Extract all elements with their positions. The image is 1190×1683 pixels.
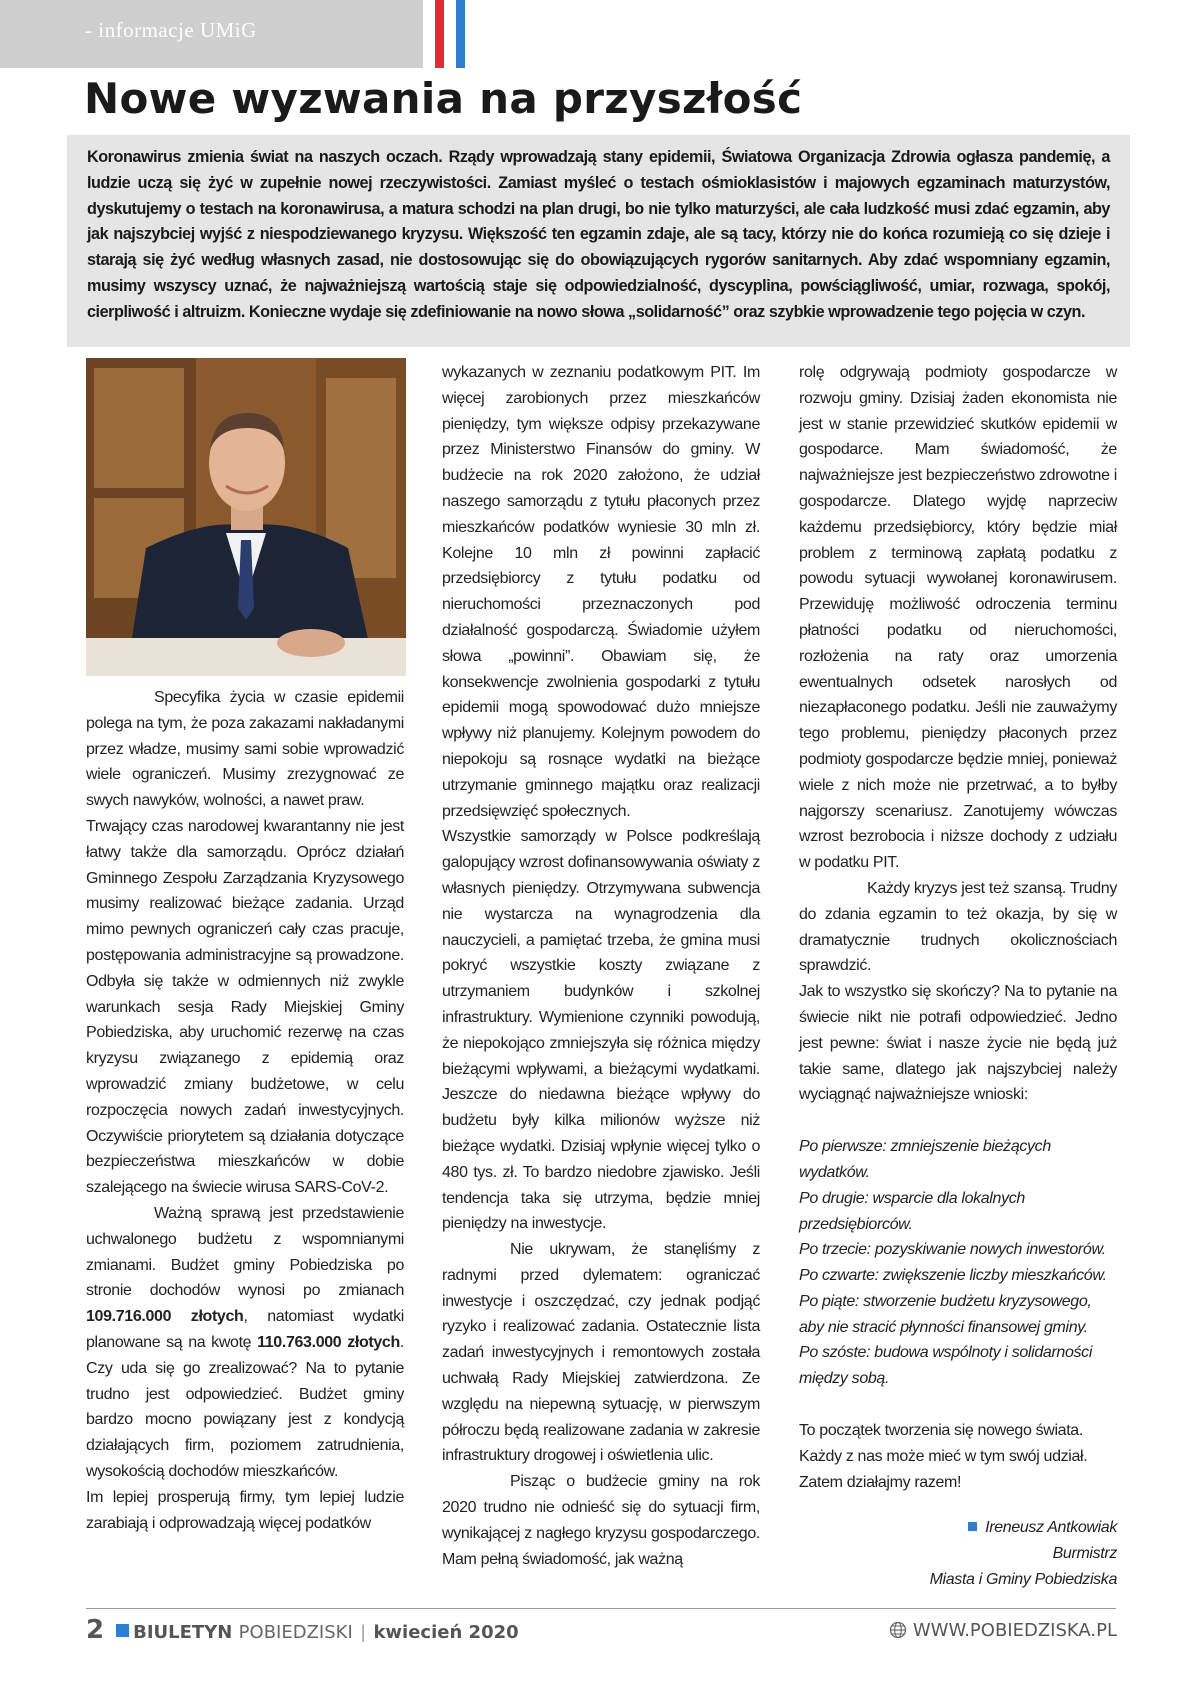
globe-icon	[889, 1621, 907, 1639]
budget-income: 109.716.000 złotych	[86, 1308, 244, 1326]
column-3	[799, 360, 1117, 1593]
footer-brand	[86, 1615, 519, 1645]
closing-line: To początek tworzenia się nowego świata.	[799, 1422, 1083, 1440]
website-url[interactable]: WWW.POBIEDZISKA.PL	[912, 1620, 1117, 1641]
brand-light: POBIEDZISKI	[238, 1622, 353, 1643]
conclusion-item: Po szóste: budowa wspólnoty i solidarności między sobą.	[799, 1344, 1093, 1388]
paragraph: Każdy kryzys jest też szansą. Trudny do zdania egzamin to też okazja, by się w dramatycznie trudnych okolicznościach sprawdzić.	[799, 879, 1117, 975]
paragraph-budget: Ważną sprawą jest przedstawienie uchwalonego budżetu z wspomnianymi zmianami. Budżet gminy Pobiedziska po stronie dochodów wynosi po zmianach 109.716.000 złotych, natomiast wydatki planowane są na kwotę 110.763.000 złotych. Czy uda się go zrealizować? Na to pytanie trudno jest odpowiedzieć. Budżet gminy bardzo mocno powiązany jest z kondycją działających firm, poziomem zatrudnienia, wysokością dochodów mieszkańców.	[86, 1204, 405, 1480]
conclusions-list	[799, 1134, 1117, 1392]
square-icon	[968, 1522, 977, 1531]
conclusion-item: Po drugie: wsparcie dla lokalnych przedsiębiorców.	[799, 1189, 1025, 1233]
issue-date: kwiecień 2020	[373, 1622, 519, 1643]
paragraph: Pisząc o budżecie gminy na rok 2020 trudno nie odnieść się do sytuacji firm, wynikającej z nagłego kryzysu gospodarczego. Mam pełną świadomość, jak ważną	[442, 1473, 760, 1568]
paragraph: wykazanych w zeznaniu podatkowym PIT. Im więcej zarobionych przez mieszkańców pieniędzy, tym większe odpisy przekazywane przez Ministerstwo Finansów do gminy. W budżecie na rok 2020 założono, że udział naszego samorządu z tytułu płaconych przez mieszkańców podatków wyniesie 30 mln zł. Kolejne 10 mln zł powinni zapłacić przedsiębiorcy z tytułu podatku od nieruchomości przeznaczonych pod działalność gospodarczą. Świadomie użyłem słowa „powinni”. Obawiam się, że konsekwencje zwolnienia gospodarki z tytułu epidemii mogą spowodować dużo mniejsze wpływy niż planujemy. Kolejnym powodem do niepokoju są rosnące wydatki na bieżące utrzymanie gminnego majątku oraz realizacji przedsięwzięć społecznych.	[442, 364, 760, 820]
footer-separator: |	[360, 1622, 366, 1642]
paragraph: Trwający czas narodowej kwarantanny nie jest łatwy także dla samorządu. Oprócz działań Gminnego Zespołu Zarządzania Kryzysowego musimy realizować bieżące zadania. Urząd mimo pewnych ograniczeń cały czas pracuje, postępowania administracyjne są prowadzone. Odbyła się także w odmiennych niż zwykle warunkach sesja Rady Miejskiej Gminy Pobiedziska, aby uruchomić rezerwę na czas kryzysu związanego z epidemią oraz wprowadzić zmiany budżetowe, w celu rozpoczęcia nowych zadań inwestycyjnych. Oczywiście priorytetem są działania dotyczące bezpieczeństwa mieszkańców w dobie szalejącego na świecie wirusa SARS-CoV-2.	[86, 817, 404, 1197]
section-header-bar	[0, 0, 423, 68]
red-stripe	[435, 0, 444, 68]
signature-role: Burmistrz	[1052, 1545, 1117, 1563]
paragraph: rolę odgrywają podmioty gospodarcze w rozwoju gminy. Dzisiaj żaden ekonomista nie jest w stanie przewidzieć skutków epidemii w gospodarce. Mam świadomość, że najważniejsze jest bezpieczeństwo zdrowotne i gospodarcze. Dlatego wyjdę naprzeciw każdemu przedsiębiorcy, który będzie miał problem z terminową zapłatą podatku z powodu sytuacji wywołanej koronawirusem. Przewiduję możliwość odroczenia terminu płatności podatku od nieruchomości, rozłożenia na raty oraz umorzenia ewentualnych odsetek narosłych od niezapłaconego podatku. Jeśli nie zauważymy tego problemu, pieniędzy płaconych przez podmioty gospodarcze będzie mniej, ponieważ wiele z nich może nie przetrwać, a to byłby najgorszy scenariusz. Zanotujemy wówczas wzrost bezrobocia i niższe dochody z udziału w podatku PIT.	[799, 364, 1117, 872]
column-2	[442, 360, 760, 1572]
blue-stripe	[456, 0, 465, 68]
conclusion-item: Po pierwsze: zmniejszenie bieżących wydatków.	[799, 1138, 1051, 1181]
signature-name: Ireneusz Antkowiak	[985, 1519, 1117, 1537]
section-label: - informacje UMiG	[85, 18, 257, 42]
paragraph: Nie ukrywam, że stanęliśmy z radnymi przed dylematem: ograniczać inwestycje i oszczędzać, czy jednak podjąć ryzyko i realizować zadania. Ostatecznie lista zadań inwestycyjnych i remontowych została uchwałą Rady Miejskiej zatwierdzona. Ze względu na niepewną sytuację, w pierwszym półroczu będą realizowane zadania w zakresie infrastruktury drogowej i oświetlenia ulic.	[442, 1241, 760, 1465]
signature-org: Miasta i Gminy Pobiedziska	[929, 1571, 1117, 1589]
mayor-photo	[86, 358, 406, 676]
page-number: 2	[86, 1615, 105, 1645]
paragraph: Wszystkie samorządy w Polsce podkreślają galopujący wzrost dofinansowywania oświaty z własnych pieniędzy. Otrzymywana subwencja nie wystarcza na wynagrodzenia dla nauczycieli, a pamiętać trzeba, że gmina musi pokryć wszystkie koszty związane z utrzymaniem budynków i szkolnej infrastruktury. Wymienione czynniki powodują, że niepokojąco zmniejszyła się różnica między bieżącymi wpływami, a bieżącymi wydatkami. Jeszcze do niedawna bieżące wpływy do budżetu były kilka milionów wyższe niż bieżące wydatki. Dzisiaj wpłynie więcej tylko o 480 tys. zł. To bardzo niedobre zjawisko. Jeśli tendencja taka się utrzyma, będzie mniej pieniędzy na inwestycje.	[442, 828, 760, 1233]
paragraph: Specyfika życia w czasie epidemii polega na tym, że poza zakazami nakładanymi przez władze, musimy sami sobie wprowadzić wiele ograniczeń. Musimy zrezygnować ze swych nawyków, wolności, a nawet praw.	[86, 689, 404, 810]
column-1	[86, 685, 404, 1536]
portrait-illustration	[86, 358, 406, 676]
article-title: Nowe wyzwania na przyszłość	[84, 74, 803, 123]
conclusion-item: Po piąte: stworzenie budżetu kryzysowego, aby nie stracić płynności finansowej gminy.	[799, 1292, 1092, 1336]
paragraph: Jak to wszystko się skończy? Na to pytanie na świecie nikt nie potrafi odpowiedzieć. Jedno jest pewne: świat i nasze życie nie będą już takie same, dlatego jak najszybciej należy wyciągnąć najważniejsze wnioski:	[799, 983, 1117, 1104]
closing-line: Zatem działajmy razem!	[799, 1473, 962, 1491]
square-icon	[116, 1624, 129, 1637]
paragraph: Im lepiej prosperują firmy, tym lepiej ludzie zarabiają i odprowadzają więcej podatków	[86, 1488, 404, 1532]
brand-bold: BIULETYN	[133, 1622, 233, 1643]
footer-divider	[86, 1608, 1116, 1609]
article-lead: Koronawirus zmienia świat na naszych oczach. Rządy wprowadzają stany epidemii, Światowa Organizacja Zdrowia ogłasza pandemię, a ludzie uczą się żyć w zupełnie nowej rzeczywistości. Zamiast myśleć o testach ośmioklasistów i majowych egzaminach maturzystów, dyskutujemy o testach na koronawirusa, a matura schodzi na plan drugi, bo nie tylko maturzyści, ale cała ludzkość musi zdać egzamin, aby jak najszybciej wyjść z niespodziewanego kryzysu. Większość ten egzamin zdaje, ale są tacy, którzy nie do końca rozumieją co się dzieje i starają się żyć według własnych zasad, nie dostosowując się do obowiązujących rygorów sanitarnych. Aby zdać wspomniany egzamin, musimy wszyscy uznać, że najważniejszą wartością staje się odpowiedzialność, dyscyplina, powściągliwość, umiar, rozwaga, spokój, cierpliwość i altruizm. Konieczne wydaje się zdefiniowanie na nowo słowa „solidarność” oraz szybkie wprowadzenie tego pojęcia w czyn.	[67, 135, 1130, 347]
footer-website[interactable]	[889, 1620, 1117, 1641]
budget-expense: 110.763.000 złotych	[257, 1333, 400, 1351]
conclusion-item: Po trzecie: pozyskiwanie nowych inwestorów.	[799, 1241, 1106, 1259]
closing-line: Każdy z nas może mieć w tym swój udział.	[799, 1447, 1088, 1465]
conclusion-item: Po czwarte: zwiększenie liczby mieszkańców.	[799, 1267, 1107, 1285]
signature	[799, 1515, 1117, 1592]
